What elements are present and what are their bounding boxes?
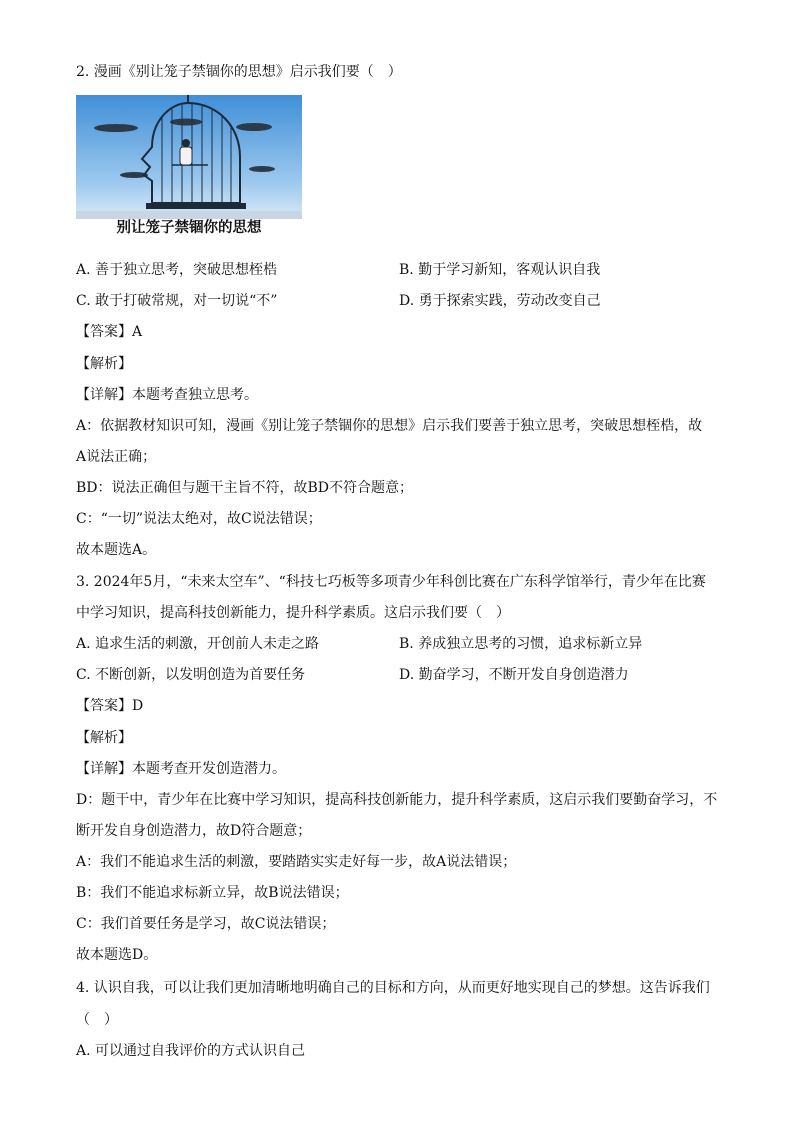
q3-analysis-label: 【解析】 <box>76 730 132 746</box>
q4-stem-line1: 4. 认识自我，可以让我们更加清晰地明确自己的目标和方向，从而更好地实现自己的梦想。这告诉我们 <box>76 980 710 996</box>
birdcage-head-illustration <box>76 95 302 219</box>
q3-conclusion: 故本题选D。 <box>76 947 158 963</box>
q3-explanation-line: A：我们不能追求生活的刺激，要踏踏实实走好每一步，故A说法错误； <box>76 854 517 870</box>
q3-option-c: C. 不断创新，以发明创造为首要任务 <box>76 667 306 683</box>
q3-option-b: B. 养成独立思考的习惯，追求标新立异 <box>399 636 643 652</box>
q3-option-a: A. 追求生活的刺激，开创前人未走之路 <box>76 636 320 652</box>
q2-answer: 【答案】A <box>76 324 143 340</box>
q2-option-b: B. 勤于学习新知，客观认识自我 <box>399 262 601 278</box>
q4-option-a: A. 可以通过自我评价的方式认识自己 <box>76 1043 306 1059</box>
q2-detail: 【详解】本题考查独立思考。 <box>76 387 258 403</box>
q2-conclusion: 故本题选A。 <box>76 542 157 558</box>
q2-option-a: A. 善于独立思考，突破思想桎梏 <box>76 262 278 278</box>
q3-explanation-line: C：我们首要任务是学习，故C说法错误； <box>76 916 336 932</box>
q2-explanation-line: C：“一切”说法太绝对，故C说法错误； <box>76 511 322 527</box>
q3-option-d: D. 勤奋学习，不断开发自身创造潜力 <box>399 667 629 683</box>
q2-stem: 2. 漫画《别让笼子禁锢你的思想》启示我们要（ ） <box>76 64 402 80</box>
cartoon-caption: 别让笼子禁锢你的思想 <box>116 220 262 236</box>
q4-stem-line2: （ ） <box>76 1012 118 1028</box>
q3-detail: 【详解】本题考查开发创造潜力。 <box>76 761 286 777</box>
q2-explanation-line: A：依据教材知识可知，漫画《别让笼子禁锢你的思想》启示我们要善于独立思考，突破思想桎梏，故 <box>76 418 703 434</box>
q2-option-c: C. 敢于打破常规，对一切说“不” <box>76 293 278 309</box>
q3-explanation-line: D：题干中，青少年在比赛中学习知识，提高科技创新能力，提升科学素质，这启示我们要勤奋学习，不 <box>76 792 718 808</box>
q2-explanation-line: A说法正确； <box>76 449 157 465</box>
cartoon-image <box>76 95 302 219</box>
q3-answer: 【答案】D <box>76 698 144 714</box>
q3-stem-line1: 3. 2024年5月，“未来太空车”、“科技七巧板等多项青少年科创比赛在广东科学馆举行，青少年在比赛 <box>76 574 706 590</box>
q3-stem-line2: 中学习知识，提高科技创新能力，提升科学素质。这启示我们要（ ） <box>76 605 510 621</box>
q2-analysis-label: 【解析】 <box>76 356 132 372</box>
q3-explanation-line: B：我们不能追求标新立异，故B说法错误； <box>76 885 349 901</box>
q3-explanation-line: 断开发自身创造潜力，故D符合题意； <box>76 823 312 839</box>
q2-explanation-line: BD：说法正确但与题干主旨不符，故BD不符合题意； <box>76 480 414 496</box>
q2-option-d: D. 勇于探索实践，劳动改变自己 <box>399 293 601 309</box>
